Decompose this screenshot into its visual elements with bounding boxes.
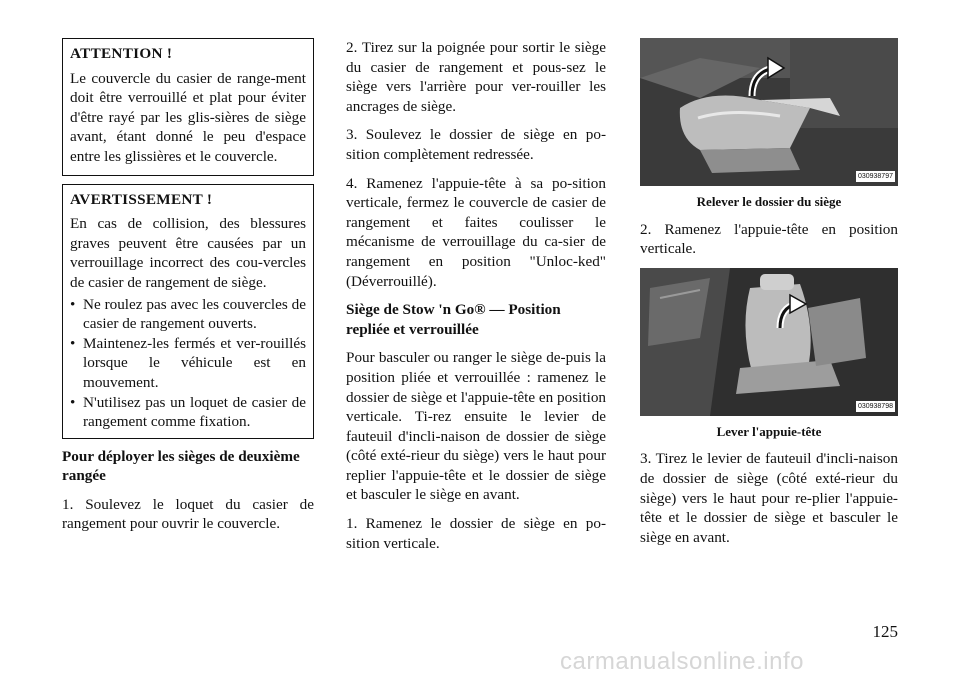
figure-id: 030938797 — [857, 173, 893, 180]
warning-box — [62, 184, 314, 439]
attention-title: ATTENTION ! — [70, 45, 173, 62]
middle-column — [346, 38, 606, 562]
step-4-paragraph: 4. Ramenez l'appuie-tête à sa po-sition verticale, fermez le couvercle de casier de rangement et faites coulisser le mécanisme de verrouillage du ca-sier de rangement en position "Unloc-ked" (Déverrouillé). — [346, 174, 606, 290]
bullet-text: N'utilisez pas un loquet de casier de rangement comme fixation. — [83, 393, 306, 431]
warning-text: En cas de collision, des blessures graves peuvent être causées par un verrouillage incorrect des cou-vercles de casier de rangement de siège. — [70, 215, 306, 291]
step-2-paragraph: 2. Ramenez l'appuie-tête en position verticale. — [640, 220, 898, 258]
attention-text: Le couvercle du casier de range-ment doit être verrouillé et plat pour éviter d'être rayé par les glis-sières de siège avant, étant donné le peu d'espace entre les glissières et le couvercle. — [70, 69, 306, 165]
bullet-text: Maintenez-les fermés et ver-rouillés lorsque le véhicule est en mouvement. — [83, 334, 306, 391]
bullet-icon: • — [70, 334, 76, 352]
watermark: carmanualsonline.info — [560, 648, 804, 675]
figure-id: 030938798 — [857, 402, 893, 410]
section-heading: Siège de Stow 'n Go® — Position repliée et verrouillée — [346, 301, 561, 338]
bullet-icon: • — [70, 295, 76, 313]
bullet-icon: • — [70, 393, 76, 411]
step-3-paragraph: 3. Tirez le levier de fauteuil d'incli-naison de dossier de siège (côté exté-rieur du siège) vers le haut pour re-plier l'appuie-tête et le dossier de siège et basculer le siège en avant. — [640, 450, 898, 546]
step-2-paragraph: 2. Tirez sur la poignée pour sortir le siège du casier de rangement et pous-sez le siège vers l'arrière pour ver-rouiller les ancrages de siège. — [346, 39, 606, 115]
body-paragraph: Pour basculer ou ranger le siège de-puis la position pliée et verrouillée : ramenez le dossier de siège et l'appuie-tête en position verticale. Ti-rez ensuite le levier de fauteuil d'incli-naison de dossier de siège (côté exté-rieur du siège) vers le haut pour replier l'appuie-tête et le dossier de siège et basculer le siège en avant. — [346, 349, 607, 504]
left-column — [62, 38, 314, 543]
warning-title: AVERTISSEMENT ! — [70, 190, 213, 208]
headrest-figure — [640, 268, 898, 416]
warning-bullet-item — [70, 295, 306, 334]
right-column — [640, 38, 898, 556]
step-1-paragraph: 1. Soulevez le loquet du casier de rangement pour ouvrir le couvercle. — [62, 495, 314, 533]
page-number: 125 — [872, 622, 898, 641]
figure-caption: Relever le dossier du siège — [696, 194, 842, 209]
step-1-paragraph: 1. Ramenez le dossier de siège en po-sition verticale. — [346, 515, 606, 552]
step-3-paragraph: 3. Soulevez le dossier de siège en po-sition complètement redressée. — [346, 126, 606, 163]
headrest-illustration — [640, 268, 898, 416]
warning-bullet-item — [70, 334, 306, 393]
seat-back-illustration — [640, 38, 898, 186]
figure-caption: Lever l'appuie-tête — [716, 423, 822, 439]
section-heading: Pour déployer les sièges de deuxième rangée — [62, 447, 300, 485]
seat-back-figure — [640, 38, 898, 186]
warning-bullet-item — [70, 393, 306, 432]
attention-box — [62, 38, 314, 176]
bullet-text: Ne roulez pas avec les couvercles de casier de rangement ouverts. — [83, 295, 306, 333]
warning-bullet-list — [70, 295, 306, 432]
